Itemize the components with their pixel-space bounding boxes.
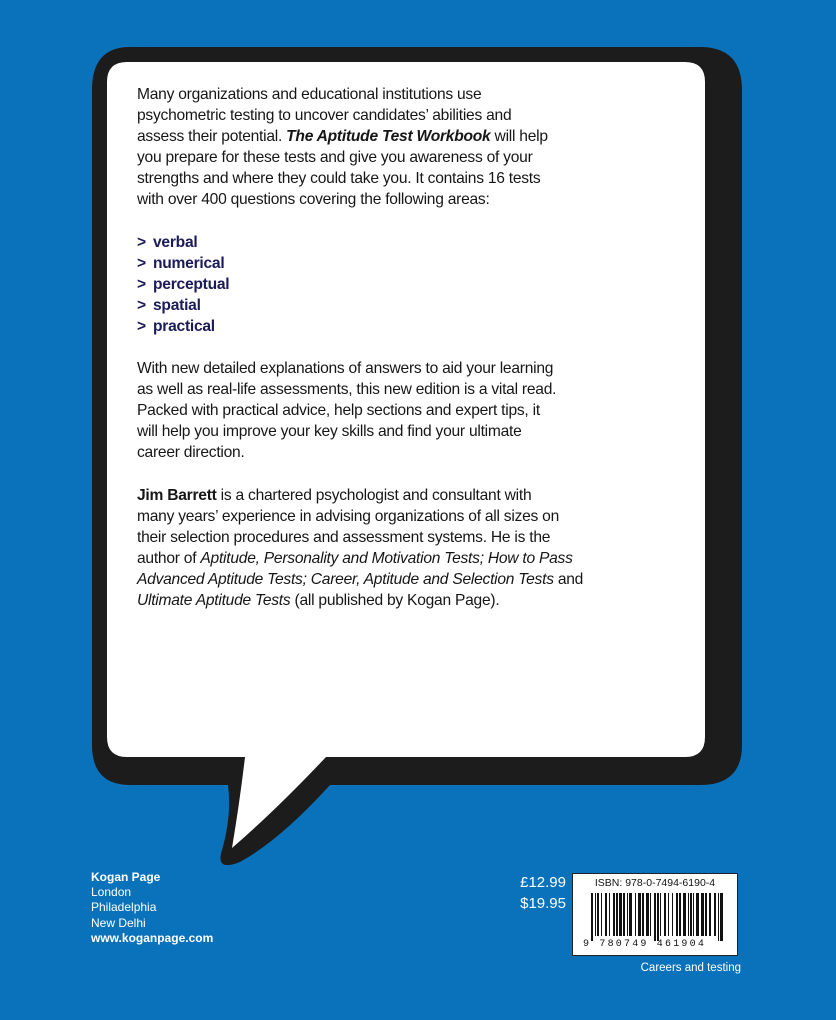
publisher-city: New Delhi	[91, 915, 146, 930]
text-line	[137, 590, 697, 611]
publisher-website: www.koganpage.com	[91, 930, 214, 945]
barcode-bar	[613, 893, 615, 936]
text-line	[137, 506, 697, 527]
text-line	[137, 569, 697, 590]
barcode-bar	[720, 893, 723, 941]
isbn-label: ISBN: 978-0-7494-6190-4	[594, 877, 716, 889]
barcode-bar	[646, 893, 649, 936]
text-segment: as well as real-life assessments, this new edition is a vital read.	[137, 381, 557, 399]
barcode-bar	[668, 893, 669, 936]
book-titles: Aptitude, Personality and Motivation Tests; How to Pass	[200, 549, 573, 567]
book-title: The Aptitude Test Workbook	[286, 128, 491, 146]
barcode-bar	[595, 893, 596, 936]
text-line	[137, 421, 697, 442]
topic-label: perceptual	[153, 275, 230, 293]
barcode-bar	[660, 893, 661, 936]
chevron-right-icon: >	[137, 254, 146, 272]
text-segment: you prepare for these tests and give you awareness of your	[137, 149, 533, 167]
topic-label: numerical	[153, 254, 225, 272]
barcode-box	[572, 873, 738, 956]
text-segment: With new detailed explanations of answers to aid your learning	[137, 360, 554, 378]
text-segment: assess their potential.	[137, 128, 287, 146]
text-line	[137, 442, 697, 463]
barcode-bar	[696, 893, 699, 936]
barcode-bar	[693, 893, 694, 936]
price-usd: $19.95	[520, 895, 566, 912]
text-line	[137, 84, 697, 105]
text-segment: many years’ experience in advising organizations of all sizes on	[137, 507, 560, 525]
text-segment: with over 400 questions covering the following areas:	[137, 191, 490, 209]
barcode-bar	[591, 893, 593, 941]
text-segment: Packed with practical advice, help sections and expert tips, it	[137, 402, 540, 420]
barcode-bar	[676, 893, 678, 936]
barcode-bar	[629, 893, 632, 936]
barcode-bar	[672, 893, 673, 936]
barcode-bar	[714, 893, 716, 936]
publisher-info	[91, 870, 213, 946]
text-segment: Many organizations and educational institutions use	[137, 86, 482, 103]
text-line	[137, 189, 697, 210]
text-line	[137, 527, 697, 548]
cover-description	[137, 84, 697, 632]
category-label: Careers and testing	[640, 962, 741, 974]
barcode-bar	[623, 893, 625, 936]
text-segment: career direction.	[137, 444, 245, 462]
topic-label: spatial	[153, 296, 201, 314]
publisher-name: Kogan Page	[91, 870, 161, 884]
chevron-right-icon: >	[137, 317, 146, 335]
barcode-bar	[605, 893, 607, 936]
text-segment: strengths and where they could take you. It contains 16 tests	[137, 170, 541, 188]
author-name: Jim Barrett	[137, 486, 217, 504]
barcode-digits: 9 780749 461904	[583, 939, 707, 950]
chevron-right-icon: >	[137, 296, 146, 314]
barcode-bar	[679, 893, 681, 936]
barcode-bar	[650, 893, 651, 936]
topic-item	[137, 274, 697, 295]
text-segment: is a chartered psychologist and consultant with	[216, 486, 532, 504]
topic-item	[137, 295, 697, 316]
prices	[510, 872, 566, 914]
text-line	[137, 358, 697, 379]
barcode-bar	[627, 893, 628, 936]
barcode-bar	[638, 893, 641, 936]
text-segment: author of	[137, 549, 201, 567]
barcode-bar	[642, 893, 644, 936]
text-segment: will help	[490, 128, 548, 146]
topic-label: practical	[153, 317, 215, 335]
barcode-bar	[683, 893, 686, 936]
barcode-bar	[664, 893, 666, 936]
text-segment: (all published by Kogan Page).	[290, 591, 500, 609]
publisher-city: London	[91, 885, 132, 900]
features-paragraph	[137, 358, 697, 463]
text-line	[137, 379, 697, 400]
text-line	[137, 548, 697, 569]
barcode-bar	[709, 893, 711, 936]
text-line	[137, 168, 697, 189]
topic-item	[137, 232, 697, 253]
barcode-bar	[616, 893, 618, 936]
text-segment: will help you improve your key skills and find your ultimate	[137, 423, 522, 441]
barcode-bars	[591, 893, 723, 941]
topic-item	[137, 316, 697, 337]
barcode-bar	[690, 893, 692, 936]
price-gbp: £12.99	[520, 874, 566, 891]
barcode-bar	[705, 893, 707, 936]
text-segment: their selection procedures and assessment systems. He is the	[137, 528, 551, 546]
chevron-right-icon: >	[137, 233, 146, 251]
barcode-bar	[688, 893, 689, 936]
barcode-bar	[609, 893, 610, 936]
book-titles: Advanced Aptitude Tests; Career, Aptitude and Selection Tests	[137, 570, 554, 588]
book-titles: Ultimate Aptitude Tests	[137, 591, 291, 609]
barcode-bar	[718, 893, 719, 941]
text-line	[137, 126, 697, 147]
topic-list	[137, 232, 697, 337]
text-segment: psychometric testing to uncover candidates’ abilities and	[137, 107, 512, 125]
barcode-bar	[654, 893, 656, 941]
topic-label: verbal	[153, 233, 198, 251]
barcode-bar	[619, 893, 622, 936]
text-segment: and	[553, 570, 584, 588]
topic-item	[137, 253, 697, 274]
text-line	[137, 400, 697, 421]
author-bio-paragraph	[137, 485, 697, 612]
text-line	[137, 485, 697, 506]
barcode-bar	[657, 893, 659, 941]
text-line	[137, 105, 697, 126]
barcode-bar	[597, 893, 599, 936]
text-line	[137, 147, 697, 168]
intro-paragraph	[137, 84, 697, 211]
publisher-city: Philadelphia	[91, 900, 157, 915]
barcode-bar	[601, 893, 602, 936]
barcode-bar	[701, 893, 704, 936]
chevron-right-icon: >	[137, 275, 146, 293]
barcode-bar	[635, 893, 636, 936]
